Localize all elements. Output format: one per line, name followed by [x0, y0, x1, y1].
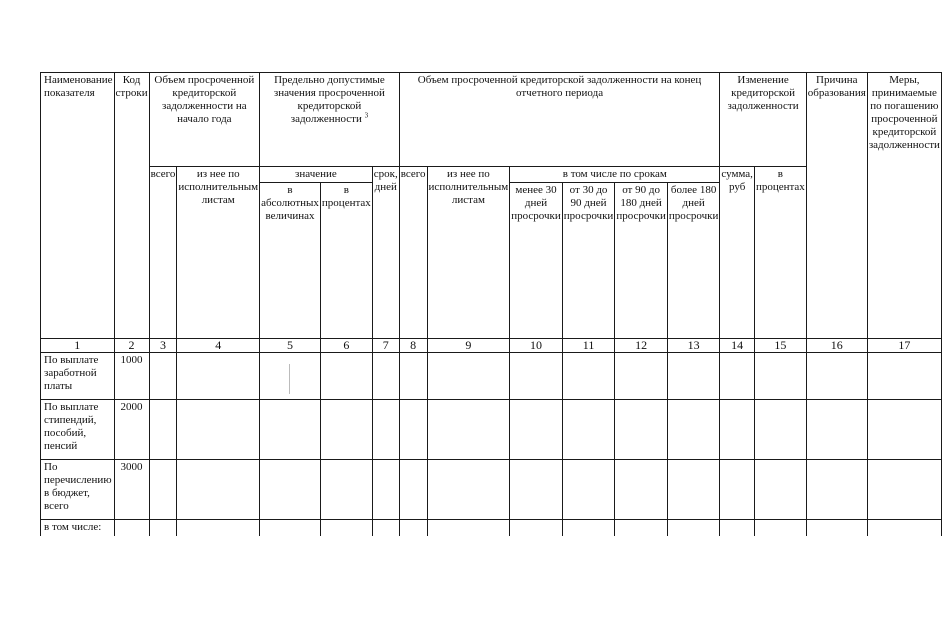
empty-cell — [510, 353, 563, 400]
measures-header: Меры, принимаемые по погашению просроченной кредиторской задолженности — [867, 73, 941, 339]
empty-cell — [667, 460, 720, 520]
col-number: 9 — [427, 339, 510, 353]
col-number: 16 — [806, 339, 867, 353]
table-row — [41, 400, 942, 460]
col-number: 8 — [399, 339, 427, 353]
empty-cell — [372, 353, 399, 400]
empty-cell — [427, 353, 510, 400]
empty-cell — [260, 460, 321, 520]
empty-cell — [562, 353, 615, 400]
term-days-header: срок, дней — [372, 167, 399, 339]
row-code: 3000 — [114, 460, 149, 520]
column-numbers-row — [41, 339, 942, 353]
empty-cell — [320, 460, 372, 520]
scan-mark — [289, 364, 290, 394]
empty-cell — [720, 460, 755, 520]
overdue-end-header: Объем просроченной кредиторской задолженности на конец отчетного периода — [399, 73, 720, 167]
table-row — [41, 460, 942, 520]
start-total-header: всего — [149, 167, 177, 339]
overdue-payables-table — [40, 72, 942, 536]
col-number: 3 — [149, 339, 177, 353]
allowed-limits-header — [260, 73, 400, 167]
empty-cell — [867, 400, 941, 460]
over-180-days-header: более 180 дней просрочки — [667, 183, 720, 339]
empty-cell — [720, 400, 755, 460]
less-30-days-header: менее 30 дней просрочки — [510, 183, 563, 339]
row-code: 2000 — [114, 400, 149, 460]
empty-cell — [754, 520, 806, 536]
col-number: 13 — [667, 339, 720, 353]
empty-cell — [806, 400, 867, 460]
empty-cell — [427, 400, 510, 460]
col-number: 6 — [320, 339, 372, 353]
footnote-mark: 3 — [364, 111, 369, 120]
empty-cell — [754, 353, 806, 400]
row-name: в том числе: — [41, 520, 115, 536]
empty-cell — [720, 520, 755, 536]
by-terms-header: в том числе по срокам — [510, 167, 720, 183]
col-number: 5 — [260, 339, 321, 353]
row-name: По выплате заработной платы — [41, 353, 115, 400]
col-number: 7 — [372, 339, 399, 353]
col-number: 17 — [867, 339, 941, 353]
col-number: 15 — [754, 339, 806, 353]
line-code-header: Код строки — [114, 73, 149, 339]
empty-cell — [510, 400, 563, 460]
empty-cell — [399, 353, 427, 400]
empty-cell — [149, 460, 177, 520]
empty-cell — [667, 520, 720, 536]
empty-cell — [399, 520, 427, 536]
start-writs-header: из нее по исполнительным листам — [177, 167, 260, 339]
row-code: 1000 — [114, 353, 149, 400]
row-name: По перечислению в бюджет, всего — [41, 460, 115, 520]
empty-cell — [260, 520, 321, 536]
empty-cell — [806, 520, 867, 536]
empty-cell — [562, 520, 615, 536]
empty-cell — [149, 520, 177, 536]
end-total-header: всего — [399, 167, 427, 339]
table-row — [41, 520, 942, 536]
table-row — [41, 353, 942, 400]
empty-cell — [615, 400, 668, 460]
empty-cell — [149, 353, 177, 400]
empty-cell — [754, 460, 806, 520]
empty-cell — [260, 400, 321, 460]
empty-cell — [427, 520, 510, 536]
overdue-start-header: Объем просроченной кредиторской задолженности на начало года — [149, 73, 259, 167]
col-number: 11 — [562, 339, 615, 353]
empty-cell — [177, 400, 260, 460]
absolute-header: в абсолютных величинах — [260, 183, 321, 339]
row-name: По выплате стипендий, пособий, пенсий — [41, 400, 115, 460]
row-code — [114, 520, 149, 536]
empty-cell — [720, 353, 755, 400]
empty-cell — [615, 520, 668, 536]
empty-cell — [177, 520, 260, 536]
in-percent-header: в процентах — [754, 167, 806, 339]
empty-cell — [427, 460, 510, 520]
empty-cell — [399, 460, 427, 520]
end-writs-header: из нее по исполнительным листам — [427, 167, 510, 339]
empty-cell — [867, 460, 941, 520]
empty-cell — [260, 353, 321, 400]
empty-cell — [320, 353, 372, 400]
empty-cell — [615, 460, 668, 520]
empty-cell — [510, 520, 563, 536]
change-header: Изменение кредиторской задолженности — [720, 73, 806, 167]
empty-cell — [510, 460, 563, 520]
col-number: 14 — [720, 339, 755, 353]
empty-cell — [149, 400, 177, 460]
empty-cell — [806, 460, 867, 520]
col-number: 2 — [114, 339, 149, 353]
empty-cell — [867, 353, 941, 400]
empty-cell — [806, 353, 867, 400]
col-number: 10 — [510, 339, 563, 353]
empty-cell — [372, 400, 399, 460]
empty-cell — [667, 400, 720, 460]
sum-rub-header: сумма, руб — [720, 167, 755, 339]
empty-cell — [562, 460, 615, 520]
empty-cell — [177, 353, 260, 400]
empty-cell — [615, 353, 668, 400]
empty-cell — [372, 520, 399, 536]
value-header: значение — [260, 167, 373, 183]
empty-cell — [399, 400, 427, 460]
empty-cell — [667, 353, 720, 400]
empty-cell — [320, 520, 372, 536]
empty-cell — [562, 400, 615, 460]
90-180-days-header: от 90 до 180 дней просрочки — [615, 183, 668, 339]
empty-cell — [867, 520, 941, 536]
empty-cell — [754, 400, 806, 460]
col-number: 1 — [41, 339, 115, 353]
indicator-name-header: Наименование показателя — [41, 73, 115, 339]
empty-cell — [320, 400, 372, 460]
allowed-limits-text: Предельно допустимые значения просроченной кредиторской задолженности — [273, 74, 385, 125]
col-number: 4 — [177, 339, 260, 353]
col-number: 12 — [615, 339, 668, 353]
empty-cell — [177, 460, 260, 520]
reason-header: Причина образования — [806, 73, 867, 339]
empty-cell — [372, 460, 399, 520]
30-90-days-header: от 30 до 90 дней просрочки — [562, 183, 615, 339]
percent-values-header: в процентах — [320, 183, 372, 339]
header-row-1 — [41, 73, 942, 167]
